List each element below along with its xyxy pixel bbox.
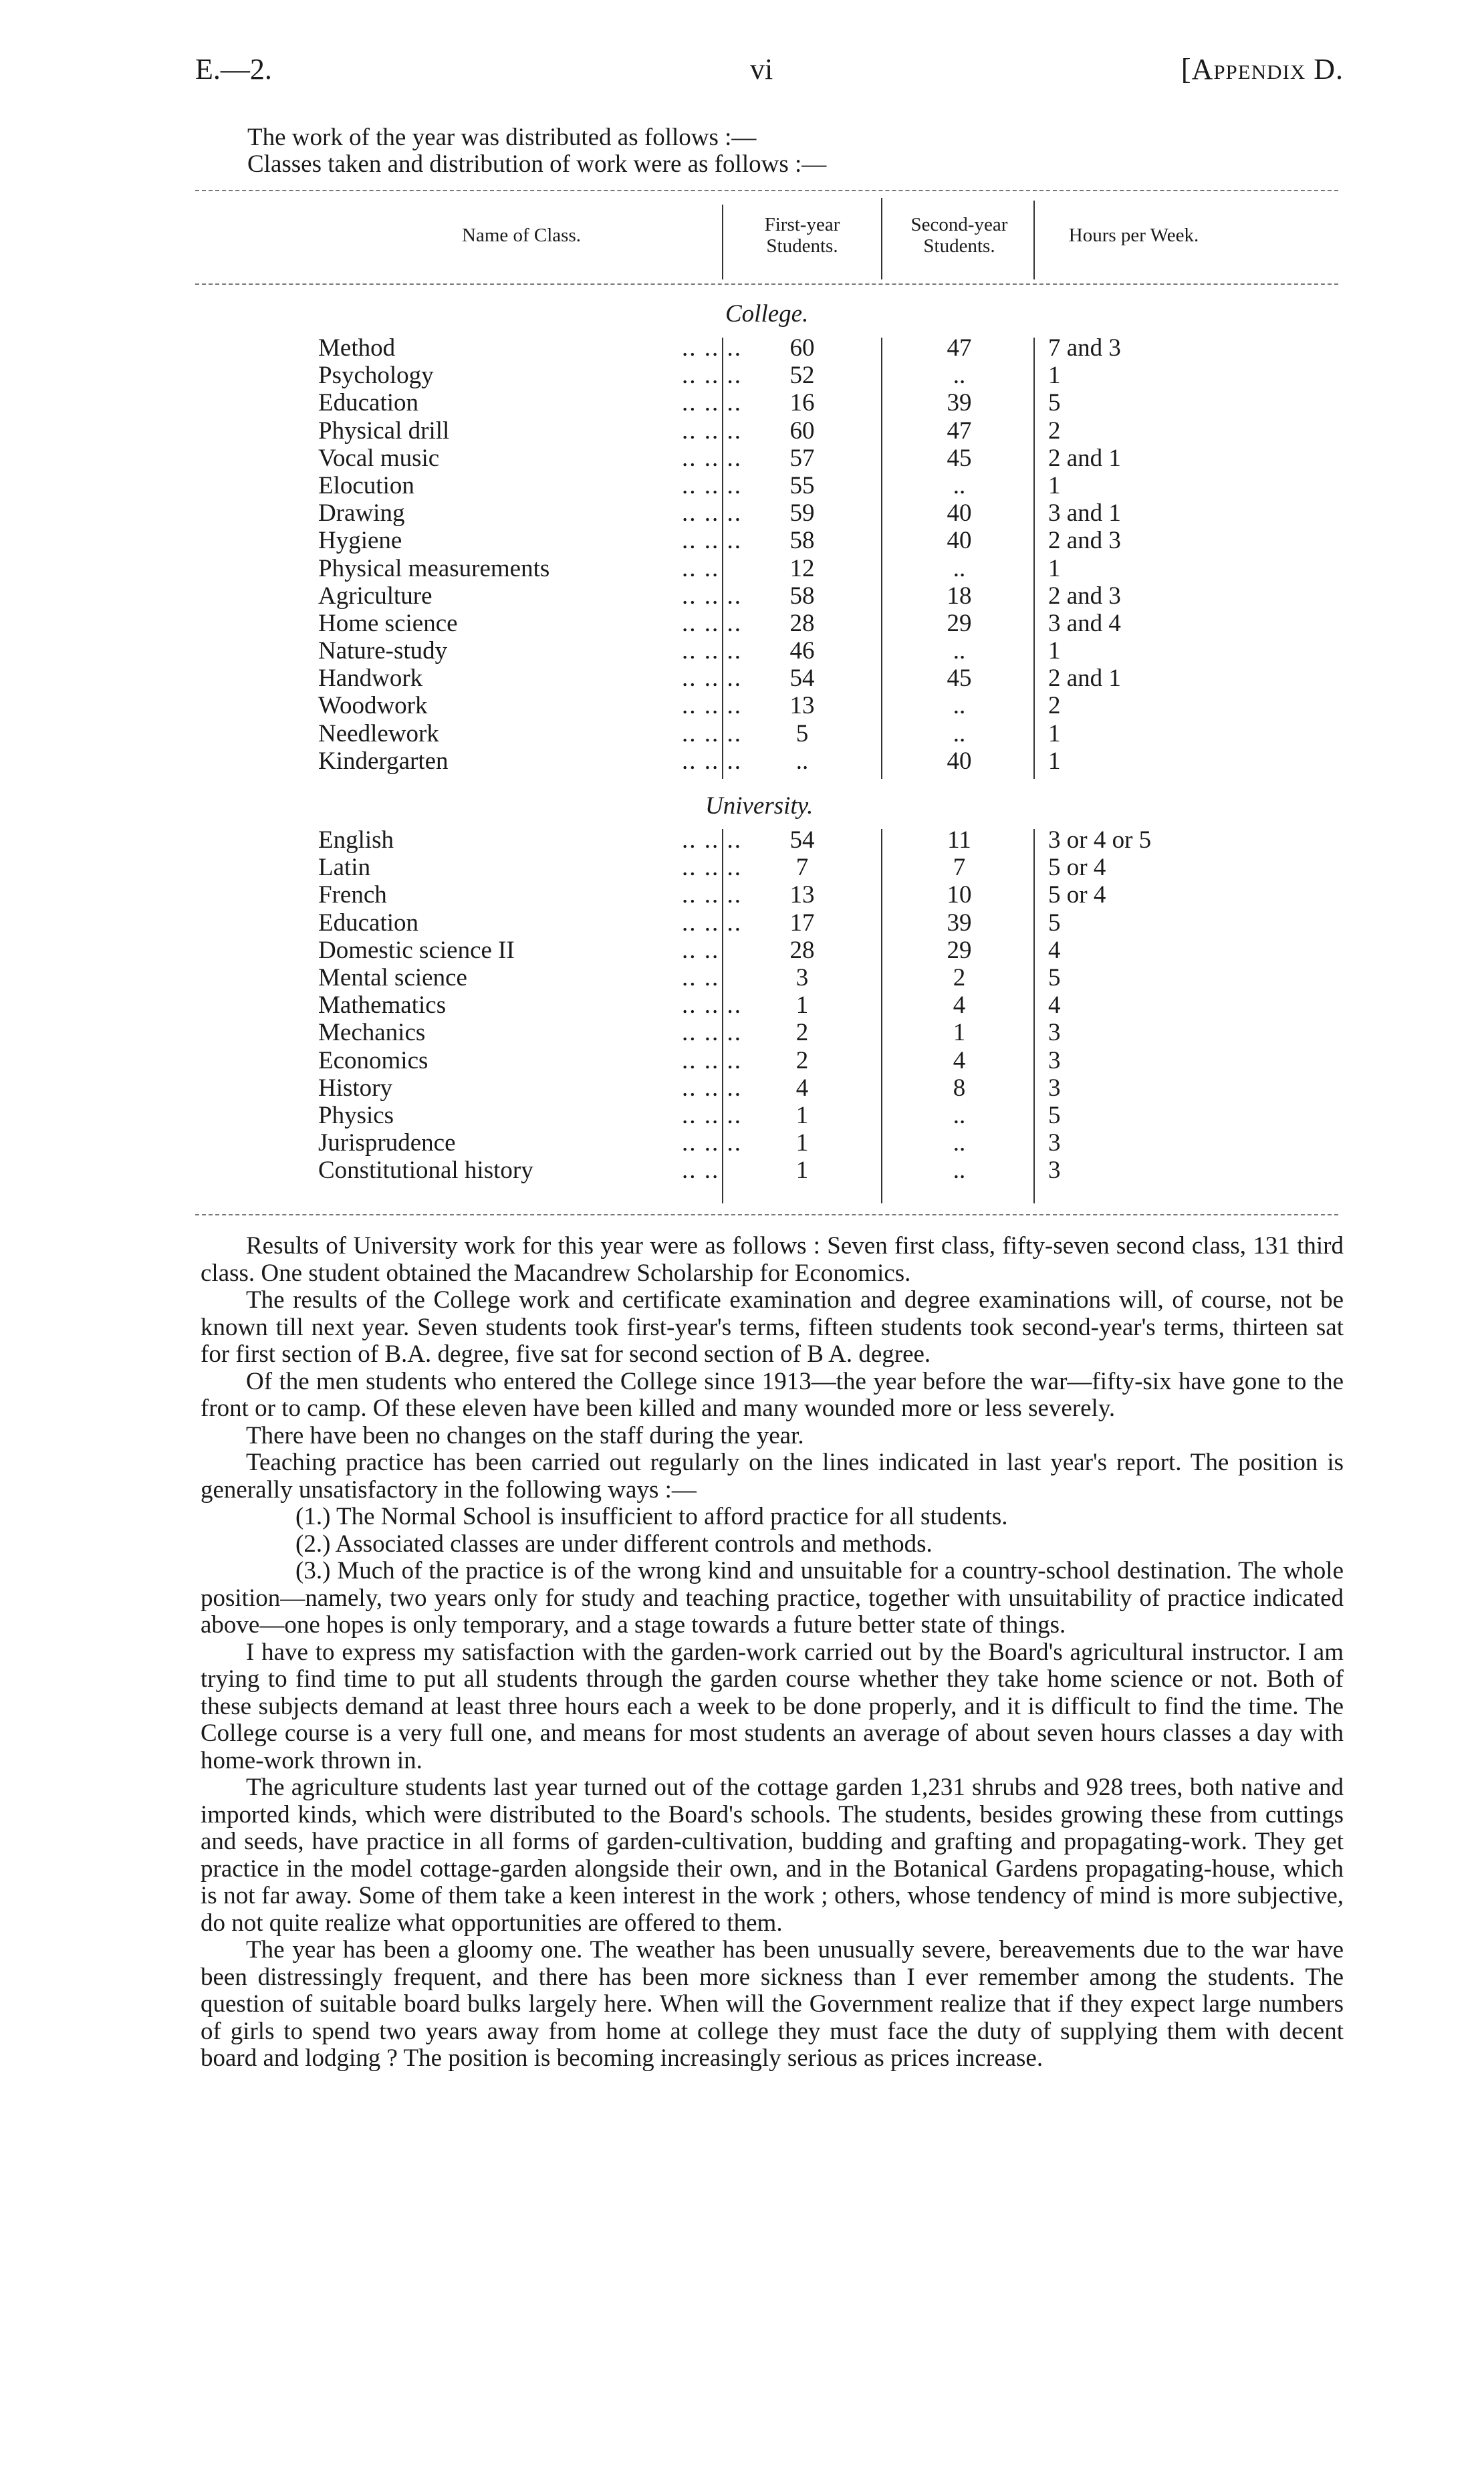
class-name-cell: Elocution xyxy=(318,471,414,499)
hours-cell: 2 and 1 xyxy=(1048,665,1121,693)
paragraph: The agriculture students last year turned out of the cottage garden 1,231 shrubs and 928 trees, both native and imported kinds, which were distributed to the Board's schools. The students, besides growing these from cuttings and seeds, have practice in all forms of garden-cultivation, budding and grafting and propagating-work. They get practice in the model cottage-garden alongside their own, and in the Botanical Gardens propagating-house, which is not far away. Some of them take a keen interest in the work ; others, whose tendency of mind is more subjective, do not quite realize what opportunities are offered to them. xyxy=(201,1774,1344,1937)
leader-dots: .. .. .. xyxy=(682,665,742,693)
class-name-cell: Jurisprudence xyxy=(318,1129,456,1157)
table-row xyxy=(0,637,1484,665)
first-year-cell: 58 xyxy=(789,527,815,555)
hours-cell: 1 xyxy=(1048,554,1061,582)
first-year-cell: 1 xyxy=(795,1101,809,1129)
list-item: (1.) The Normal School is insufficient to afford practice for all students. xyxy=(295,1503,1008,1530)
class-name-cell: Agriculture xyxy=(318,582,432,610)
second-year-cell: 29 xyxy=(947,609,972,637)
leader-dots: .. .. .. xyxy=(682,389,742,417)
hours-cell: 5 xyxy=(1048,909,1061,937)
leader-dots: .. .. xyxy=(682,1157,720,1185)
hours-cell: 3 xyxy=(1048,1157,1061,1185)
table-row xyxy=(0,362,1484,389)
hours-cell: 5 xyxy=(1048,963,1061,991)
paragraph: I have to express my satisfaction with the garden-work carried out by the Board's agricultural instructor. I am trying to find time to put all students through the garden course whether they take home science or not. Both of these subjects demand at least three hours each a week to be done properly, and it is difficult to find the time. The College course is a very full one, and means for most students an average of about seven hours classes a day with home-work thrown in. xyxy=(201,1638,1344,1774)
leader-dots: .. .. .. xyxy=(682,1046,742,1074)
class-name-cell: Education xyxy=(318,909,419,937)
class-name-cell: Mental science xyxy=(318,963,467,991)
column-header-second-year-line1: Second-year xyxy=(910,214,1008,235)
leader-dots: .. .. .. xyxy=(682,1019,742,1047)
hours-cell: 5 xyxy=(1048,389,1061,417)
first-year-cell: 2 xyxy=(795,1046,809,1074)
first-year-cell: 58 xyxy=(789,582,815,610)
class-name-cell: English xyxy=(318,826,394,854)
first-year-cell: 57 xyxy=(789,444,815,472)
leader-dots: .. .. .. xyxy=(682,527,742,555)
class-name-cell: Woodwork xyxy=(318,692,428,720)
second-year-cell: 4 xyxy=(953,991,966,1020)
second-year-cell: 4 xyxy=(953,1046,966,1074)
leader-dots: .. .. .. xyxy=(682,334,742,362)
table-row xyxy=(0,692,1484,719)
table-row xyxy=(0,881,1484,909)
second-year-cell: .. xyxy=(953,362,966,390)
first-year-cell: 1 xyxy=(795,991,809,1020)
first-year-cell: .. xyxy=(795,747,809,775)
page-code: E.—2. xyxy=(195,53,272,86)
second-year-cell: .. xyxy=(953,637,966,665)
first-year-cell: 13 xyxy=(789,881,815,909)
hours-cell: 1 xyxy=(1048,747,1061,775)
column-header-first-year-line2: Students. xyxy=(766,235,838,257)
class-name-cell: Vocal music xyxy=(318,444,440,472)
hours-cell: 1 xyxy=(1048,362,1061,390)
hours-cell: 5 xyxy=(1048,1101,1061,1129)
header-divider xyxy=(722,205,723,279)
class-name-cell: Physics xyxy=(318,1101,394,1129)
leader-dots: .. .. xyxy=(682,554,720,582)
section-label-college: College. xyxy=(725,300,809,328)
first-year-cell: 52 xyxy=(789,362,815,390)
second-year-cell: 1 xyxy=(953,1019,966,1047)
table-row xyxy=(0,499,1484,527)
paragraph: The results of the College work and certificate examination and degree examinations will, of course, not be known till next year. Seven students took first-year's terms, fifteen students took second-year's terms, thirteen sat for first section of B.A. degree, five sat for second section of B A. degree. xyxy=(201,1286,1344,1368)
class-name-cell: Latin xyxy=(318,854,371,882)
report-text xyxy=(201,1233,1344,2072)
hours-cell: 4 xyxy=(1048,991,1061,1020)
hours-cell: 3 xyxy=(1048,1046,1061,1074)
second-year-cell: 11 xyxy=(947,826,971,854)
hours-cell: 3 xyxy=(1048,1019,1061,1047)
leader-dots: .. .. .. xyxy=(682,747,742,775)
class-name-cell: Mathematics xyxy=(318,991,447,1020)
table-row xyxy=(0,417,1484,445)
class-name-cell: Method xyxy=(318,334,396,362)
first-year-cell: 2 xyxy=(795,1019,809,1047)
leader-dots: .. .. .. xyxy=(682,719,742,747)
university-table-body xyxy=(0,826,1484,1184)
hours-cell: 1 xyxy=(1048,637,1061,665)
second-year-cell: 2 xyxy=(953,963,966,991)
class-name-cell: Home science xyxy=(318,609,458,637)
intro-line-2: Classes taken and distribution of work were as follows :— xyxy=(247,150,827,178)
class-name-cell: Physical drill xyxy=(318,417,450,445)
table-row xyxy=(0,445,1484,472)
hours-cell: 1 xyxy=(1048,471,1061,499)
table-row xyxy=(0,909,1484,937)
first-year-cell: 7 xyxy=(795,854,809,882)
second-year-cell: 39 xyxy=(947,909,972,937)
class-name-cell: Constitutional history xyxy=(318,1157,533,1185)
second-year-cell: .. xyxy=(953,719,966,747)
table-row xyxy=(0,964,1484,991)
hours-cell: 7 and 3 xyxy=(1048,334,1121,362)
class-name-cell: Hygiene xyxy=(318,527,402,555)
leader-dots: .. .. .. xyxy=(682,909,742,937)
leader-dots: .. .. .. xyxy=(682,826,742,854)
first-year-cell: 3 xyxy=(795,963,809,991)
table-row xyxy=(0,854,1484,881)
paragraph: Teaching practice has been carried out regularly on the lines indicated in last year's report. The position is generally unsatisfactory in the following ways :— xyxy=(201,1449,1344,1504)
table-row xyxy=(0,747,1484,775)
class-name-cell: History xyxy=(318,1074,392,1102)
table-row xyxy=(0,1019,1484,1046)
table-row xyxy=(0,1129,1484,1157)
second-year-cell: .. xyxy=(953,554,966,582)
hours-cell: 1 xyxy=(1048,719,1061,747)
header-divider xyxy=(1033,201,1035,279)
first-year-cell: 54 xyxy=(789,826,815,854)
first-year-cell: 28 xyxy=(789,609,815,637)
table-header-rule xyxy=(195,283,1338,285)
second-year-cell: 29 xyxy=(947,936,972,964)
second-year-cell: 40 xyxy=(947,747,972,775)
class-name-cell: French xyxy=(318,881,387,909)
class-name-cell: Needlework xyxy=(318,719,439,747)
class-name-cell: Physical measurements xyxy=(318,554,550,582)
table-row xyxy=(0,610,1484,637)
first-year-cell: 1 xyxy=(795,1157,809,1185)
table-row xyxy=(0,555,1484,582)
hours-cell: 3 xyxy=(1048,1074,1061,1102)
college-table-body xyxy=(0,334,1484,775)
class-name-cell: Psychology xyxy=(318,362,434,390)
table-row xyxy=(0,389,1484,417)
leader-dots: .. .. .. xyxy=(682,881,742,909)
leader-dots: .. .. .. xyxy=(682,1101,742,1129)
hours-cell: 4 xyxy=(1048,936,1061,964)
table-row xyxy=(0,720,1484,747)
class-name-cell: Mechanics xyxy=(318,1019,426,1047)
second-year-cell: 10 xyxy=(947,881,972,909)
column-header-second-year xyxy=(881,214,1037,257)
table-row xyxy=(0,665,1484,692)
table-row xyxy=(0,1047,1484,1074)
second-year-cell: 40 xyxy=(947,499,972,527)
paragraph: Results of University work for this year were as follows : Seven first class, fifty-seven second class, 131 third class. One student obtained the Macandrew Scholarship for Economics. xyxy=(201,1232,1344,1287)
table-row xyxy=(0,527,1484,554)
first-year-cell: 59 xyxy=(789,499,815,527)
table-row xyxy=(0,1102,1484,1129)
hours-cell: 3 xyxy=(1048,1129,1061,1157)
second-year-cell: .. xyxy=(953,1129,966,1157)
table-row xyxy=(0,1157,1484,1184)
paragraph: The year has been a gloomy one. The weather has been unusually severe, bereavements due to the war have been distressingly frequent, and there has been more sickness than I ever remember among the students. The question of suitable board bulks largely here. When will the Government realize that if they expect large numbers of girls to spend two years away from home at college they must face the duty of supplying them with decent board and lodging ? The position is becoming increasingly serious as prices increase. xyxy=(201,1936,1344,2072)
first-year-cell: 46 xyxy=(789,637,815,665)
second-year-cell: .. xyxy=(953,1157,966,1185)
appendix-label: [Appendix D. xyxy=(1181,53,1344,86)
first-year-cell: 28 xyxy=(789,936,815,964)
hours-cell: 2 and 3 xyxy=(1048,527,1121,555)
class-name-cell: Domestic science II xyxy=(318,936,515,964)
leader-dots: .. .. xyxy=(682,936,720,964)
column-header-first-year-line1: First-year xyxy=(764,214,840,235)
first-year-cell: 60 xyxy=(789,334,815,362)
paragraph: Of the men students who entered the College since 1913—the year before the war—fifty-six have gone to the front or to camp. Of these eleven have been killed and many wounded more or less severely. xyxy=(201,1367,1344,1422)
table-row xyxy=(0,472,1484,499)
table-row xyxy=(0,937,1484,964)
leader-dots: .. .. .. xyxy=(682,417,742,445)
first-year-cell: 55 xyxy=(789,471,815,499)
hours-cell: 3 or 4 or 5 xyxy=(1048,826,1152,854)
first-year-cell: 13 xyxy=(789,692,815,720)
leader-dots: .. .. xyxy=(682,963,720,991)
second-year-cell: 40 xyxy=(947,527,972,555)
list-item: (2.) Associated classes are under different controls and methods. xyxy=(295,1530,933,1558)
second-year-cell: .. xyxy=(953,692,966,720)
first-year-cell: 54 xyxy=(789,665,815,693)
second-year-cell: 7 xyxy=(953,854,966,882)
leader-dots: .. .. .. xyxy=(682,854,742,882)
hours-cell: 3 and 4 xyxy=(1048,609,1121,637)
hours-cell: 2 xyxy=(1048,692,1061,720)
table-top-rule xyxy=(195,190,1338,191)
class-name-cell: Economics xyxy=(318,1046,428,1074)
second-year-cell: 47 xyxy=(947,417,972,445)
first-year-cell: 12 xyxy=(789,554,815,582)
first-year-cell: 5 xyxy=(795,719,809,747)
table-row xyxy=(0,1074,1484,1102)
table-row xyxy=(0,991,1484,1019)
first-year-cell: 4 xyxy=(795,1074,809,1102)
second-year-cell: 39 xyxy=(947,389,972,417)
second-year-cell: 47 xyxy=(947,334,972,362)
table-bottom-rule xyxy=(195,1214,1338,1215)
class-name-cell: Drawing xyxy=(318,499,405,527)
leader-dots: .. .. .. xyxy=(682,499,742,527)
column-header-second-year-line2: Students. xyxy=(923,235,995,257)
class-name-cell: Education xyxy=(318,389,419,417)
second-year-cell: 8 xyxy=(953,1074,966,1102)
hours-cell: 5 or 4 xyxy=(1048,854,1106,882)
class-name-cell: Handwork xyxy=(318,665,423,693)
hours-cell: 2 xyxy=(1048,417,1061,445)
leader-dots: .. .. .. xyxy=(682,471,742,499)
leader-dots: .. .. .. xyxy=(682,609,742,637)
first-year-cell: 17 xyxy=(789,909,815,937)
table-row xyxy=(0,582,1484,610)
hours-cell: 2 and 1 xyxy=(1048,444,1121,472)
leader-dots: .. .. .. xyxy=(682,991,742,1020)
first-year-cell: 60 xyxy=(789,417,815,445)
first-year-cell: 1 xyxy=(795,1129,809,1157)
leader-dots: .. .. .. xyxy=(682,692,742,720)
section-label-university: University. xyxy=(705,792,814,820)
column-header-first-year xyxy=(722,214,882,257)
header-divider xyxy=(881,198,882,279)
first-year-cell: 16 xyxy=(789,389,815,417)
leader-dots: .. .. .. xyxy=(682,637,742,665)
second-year-cell: 45 xyxy=(947,444,972,472)
intro-line-1: The work of the year was distributed as follows :— xyxy=(247,124,757,151)
paragraph: There have been no changes on the staff during the year. xyxy=(246,1421,804,1449)
hours-cell: 3 and 1 xyxy=(1048,499,1121,527)
second-year-cell: 45 xyxy=(947,665,972,693)
hours-cell: 2 and 3 xyxy=(1048,582,1121,610)
leader-dots: .. .. .. xyxy=(682,1074,742,1102)
leader-dots: .. .. .. xyxy=(682,582,742,610)
list-item-text: (3.) Much of the practice is of the wrong kind and unsuitable for a country-school destination. The whole position—namely, two years only for study and teaching practice, together with unsuitability of practice indicated above—one hopes is only temporary, and a stage towards a future better state of things. xyxy=(201,1557,1344,1639)
class-name-cell: Nature-study xyxy=(318,637,448,665)
column-header-hours: Hours per Week. xyxy=(1068,225,1199,246)
second-year-cell: 18 xyxy=(947,582,972,610)
column-header-name: Name of Class. xyxy=(462,225,581,246)
page-number: vi xyxy=(750,53,773,86)
leader-dots: .. .. .. xyxy=(682,444,742,472)
leader-dots: .. .. .. xyxy=(682,362,742,390)
list-item xyxy=(201,1558,1344,1639)
table-row xyxy=(0,826,1484,854)
second-year-cell: .. xyxy=(953,471,966,499)
class-name-cell: Kindergarten xyxy=(318,747,449,775)
second-year-cell: .. xyxy=(953,1101,966,1129)
hours-cell: 5 or 4 xyxy=(1048,881,1106,909)
leader-dots: .. .. .. xyxy=(682,1129,742,1157)
table-row xyxy=(0,334,1484,362)
